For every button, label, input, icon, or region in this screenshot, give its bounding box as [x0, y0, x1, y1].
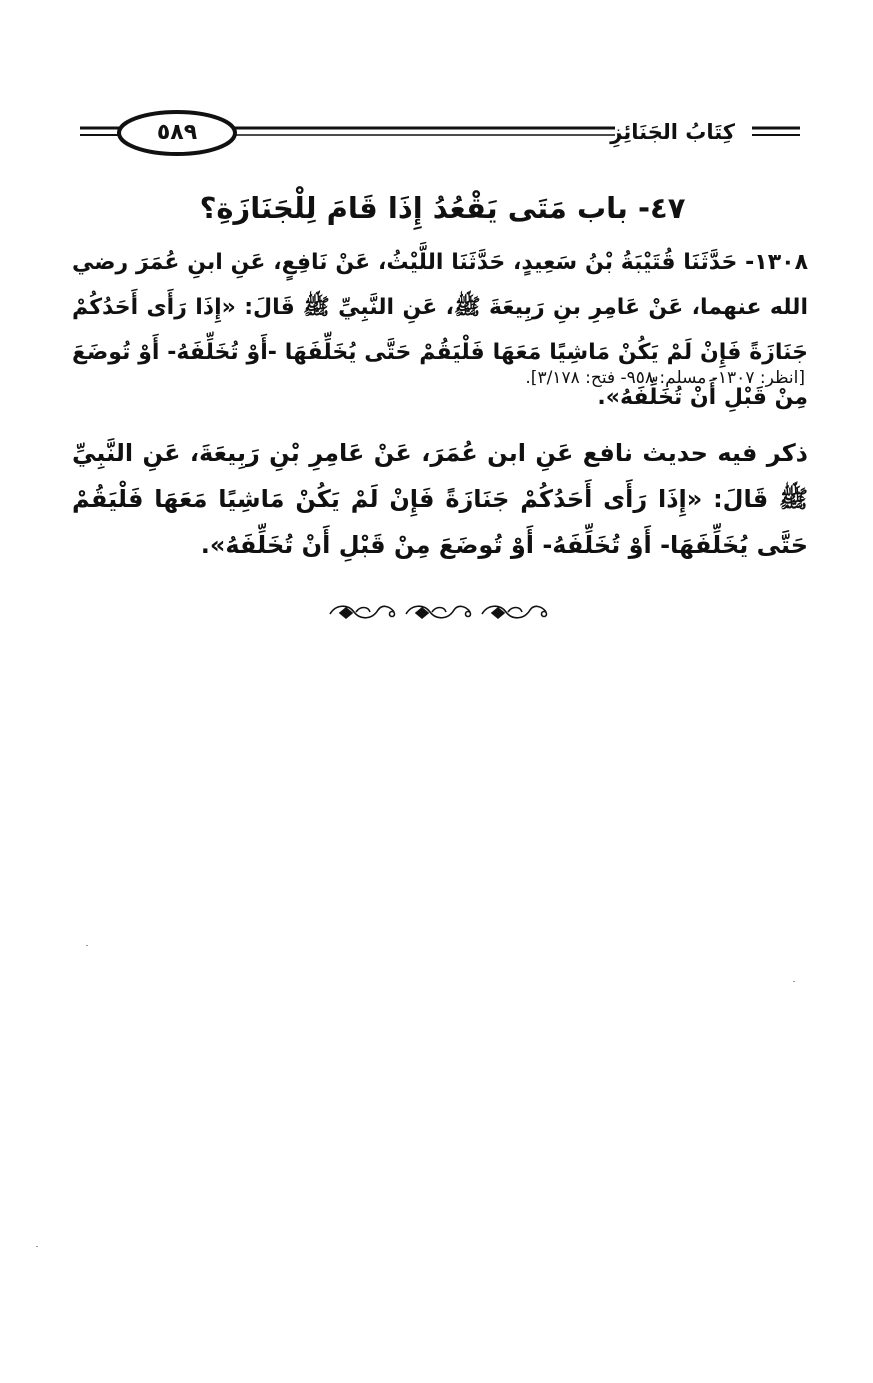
hadith-block: [72, 240, 808, 420]
commentary-block: [72, 430, 808, 568]
page-header: [80, 108, 805, 158]
commentary-text: ذكر فيه حديث نافع عَنِ ابن عُمَرَ، عَنْ عَامِرِ بْنِ رَبِيعَةَ، عَنِ النَّبِيِّ ﷺ قَالَ: «إِذَا رَأَى أَحَدُكُمْ جَنَازَةً فَإِنْ لَمْ يَكُنْ مَاشِيًا مَعَهَا فَلْيَقُمْ حَتَّى يُخَلِّفَهَا- أَوْ تُخَلِّفَهُ- أَوْ تُوضَعَ مِنْ قَبْلِ أَنْ تُخَلِّفَهُ».: [72, 439, 808, 559]
scan-speck: [86, 945, 88, 946]
floral-divider-icon: [326, 600, 552, 624]
running-book-title: كِتَابُ الجَنَائِزِ: [610, 120, 735, 144]
hadith-text: ١٣٠٨- حَدَّثَنَا قُتَيْبَةُ بْنُ سَعِيدٍ، حَدَّثَنَا اللَّيْثُ، عَنْ نَافِعٍ، عَنِ ابنِ عُمَرَ رضي الله عنهما، عَنْ عَامِرِ بنِ رَبِيعَةَ ﷺ، عَنِ النَّبِيِّ ﷺ قَالَ: «إِذَا رَأَى أَحَدُكُمْ جَنَازَةً فَإِنْ لَمْ يَكُنْ مَاشِيًا مَعَهَا فَلْيَقُمْ حَتَّى يُخَلِّفَهَا -أَوْ تُخَلِّفَهُ- أَوْ تُوضَعَ مِنْ قَبْلِ أَنْ تُخَلِّفَهُ».: [72, 250, 808, 410]
hadith-reference: [انظر: ١٣٠٧- مسلم: ٩٥٨- فتح: ٣/١٧٨].: [525, 368, 805, 388]
scan-speck: [36, 1246, 38, 1247]
scan-speck: [793, 981, 795, 982]
chapter-title: ٤٧- باب مَتَى يَقْعُدُ إِذَا قَامَ لِلْجَنَازَةِ؟: [199, 191, 686, 225]
page-number: ٥٨٩: [156, 120, 198, 145]
